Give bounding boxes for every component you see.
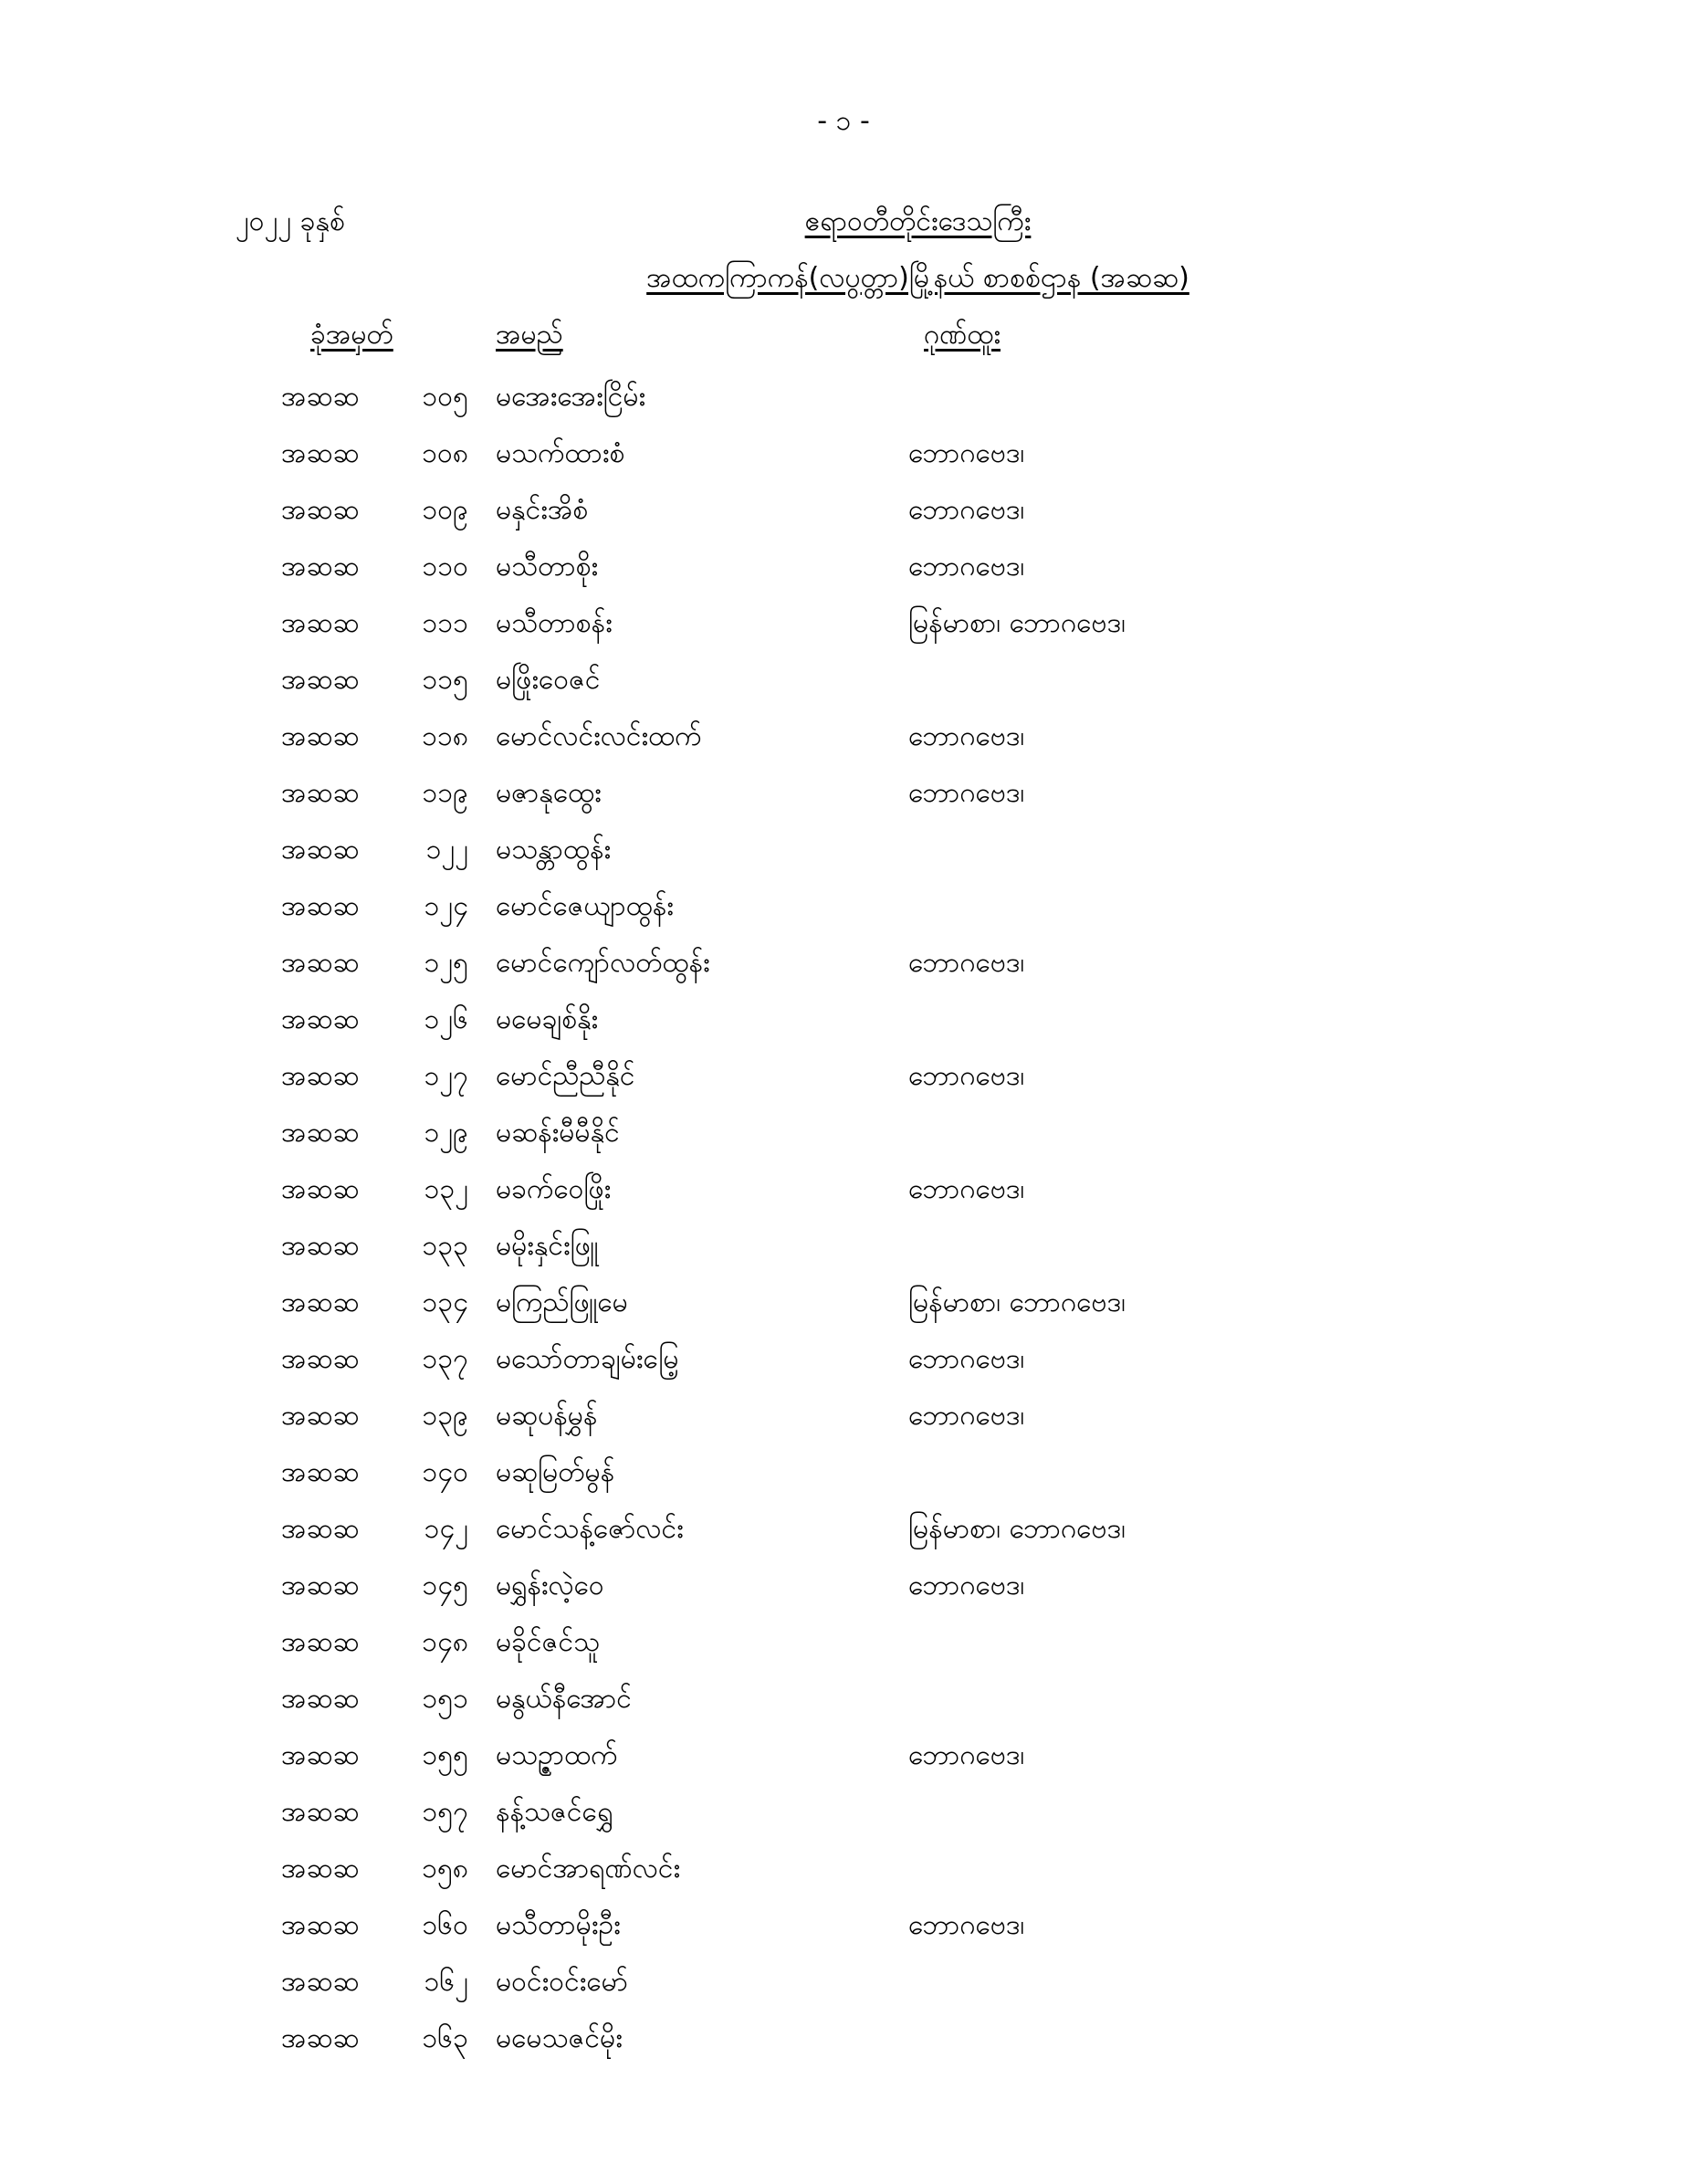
roll-number: ၁၃၉ <box>422 1400 468 1432</box>
list-item <box>0 650 1687 707</box>
list-item <box>0 1499 1687 1556</box>
student-name: မသီတာမိုးဦး <box>496 1909 621 1941</box>
list-item <box>0 1046 1687 1103</box>
student-name: မမေသဇင်မိုး <box>496 2022 623 2054</box>
student-name: မဖြိုးဝေဇင် <box>496 664 601 696</box>
roll-number: ၁၁၈ <box>422 720 468 752</box>
list-item <box>0 1103 1687 1160</box>
roll-number: ၁၄၀ <box>422 1456 468 1488</box>
roll-number: ၁၆၂ <box>424 1966 468 1998</box>
roll-number: ၁၁၉ <box>422 777 468 809</box>
roll-number: ၁၅၇ <box>422 1796 468 1828</box>
list-item <box>0 1160 1687 1216</box>
header-name: အမည် <box>496 319 563 351</box>
student-name: မခက်ဝေဖြိုး <box>496 1173 612 1205</box>
roll-number: ၁၃၇ <box>422 1343 468 1375</box>
list-item <box>0 1216 1687 1273</box>
roll-number: ၁၂၅ <box>424 947 468 979</box>
student-name: မသော်တာချမ်းမြေ့ <box>496 1343 679 1375</box>
roll-prefix: အဆဆ <box>281 1060 360 1092</box>
distinction: မြန်မာစာ၊ ဘောဂဗေဒ၊ <box>908 1513 1126 1545</box>
distinction: ဘောဂဗေဒ၊ <box>908 437 1025 469</box>
student-name: မသီတာစိုး <box>496 551 599 583</box>
student-name: မရွှန်းလဲ့ဝေ <box>496 1570 604 1601</box>
results-list <box>0 367 1687 2065</box>
student-name: မဆန်းမီမီနိုင် <box>496 1117 620 1149</box>
student-name: မောင်ကျော်လတ်ထွန်း <box>496 947 710 979</box>
student-name: မနှင်းအိစံ <box>496 494 589 526</box>
list-item <box>0 424 1687 480</box>
roll-number: ၁၂၄ <box>424 890 468 922</box>
student-name: မဝင်းဝင်းမော် <box>496 1966 629 1998</box>
distinction: ဘောဂဗေဒ၊ <box>908 1570 1025 1601</box>
roll-prefix: အဆဆ <box>281 777 360 809</box>
student-name: မသီတာစန်း <box>496 607 613 639</box>
student-name: မောင်လင်းလင်းထက် <box>496 720 702 752</box>
roll-number: ၁၅၁ <box>422 1683 468 1715</box>
roll-prefix: အဆဆ <box>281 1513 360 1545</box>
distinction: ဘောဂဗေဒ၊ <box>908 551 1025 583</box>
roll-prefix: အဆဆ <box>281 1456 360 1488</box>
roll-number: ၁၀၉ <box>422 494 468 526</box>
list-item <box>0 1839 1687 1895</box>
roll-number: ၁၃၄ <box>422 1286 468 1318</box>
roll-number: ၁၁၁ <box>422 607 468 639</box>
student-name: မခိုင်ဇင်သူ <box>496 1626 601 1658</box>
roll-number: ၁၆၃ <box>422 2022 468 2054</box>
roll-prefix: အဆဆ <box>281 1796 360 1828</box>
roll-prefix: အဆဆ <box>281 1909 360 1941</box>
list-item <box>0 1443 1687 1499</box>
roll-prefix: အဆဆ <box>281 1570 360 1601</box>
distinction: ဘောဂဗေဒ၊ <box>908 494 1025 526</box>
roll-prefix: အဆဆ <box>281 834 360 866</box>
student-name: မမေချစ်နိုး <box>496 1003 599 1035</box>
student-name: မဆုပန်မွှန် <box>496 1400 598 1432</box>
roll-prefix: အဆဆ <box>281 890 360 922</box>
list-item <box>0 763 1687 820</box>
student-name: မဆုမြတ်မွန် <box>496 1456 615 1488</box>
list-item <box>0 1952 1687 2009</box>
distinction: ဘောဂဗေဒ၊ <box>908 1343 1025 1375</box>
roll-number: ၁၂၉ <box>424 1117 468 1149</box>
roll-number: ၁၀၅ <box>422 381 468 413</box>
list-item <box>0 707 1687 763</box>
list-item <box>0 2009 1687 2065</box>
list-item <box>0 593 1687 650</box>
student-name: မသန္တာထွန်း <box>496 834 612 866</box>
list-item <box>0 820 1687 877</box>
roll-number: ၁၂၂ <box>425 834 468 866</box>
roll-prefix: အဆဆ <box>281 494 360 526</box>
list-item <box>0 990 1687 1046</box>
distinction: ဘောဂဗေဒ၊ <box>908 1060 1025 1092</box>
student-name: နန့်သဇင်ရွှေ <box>496 1796 613 1828</box>
student-name: မအေးအေးငြိမ်း <box>496 381 646 413</box>
roll-prefix: အဆဆ <box>281 1739 360 1771</box>
student-name: မသဉ္ဇာထက် <box>496 1739 618 1771</box>
roll-number: ၁၁၀ <box>422 551 468 583</box>
student-name: မောင်ဇေယျာထွန်း <box>496 890 674 922</box>
roll-prefix: အဆဆ <box>281 720 360 752</box>
header-distinction: ဂုဏ်ထူး <box>924 319 1001 351</box>
region-title: ဧရာဝတီတိုင်းဒေသကြီး <box>804 205 1032 237</box>
distinction: ဘောဂဗေဒ၊ <box>908 1739 1025 1771</box>
list-item <box>0 933 1687 990</box>
roll-number: ၁၆၀ <box>422 1909 468 1941</box>
roll-prefix: အဆဆ <box>281 381 360 413</box>
roll-prefix: အဆဆ <box>281 607 360 639</box>
roll-prefix: အဆဆ <box>281 1853 360 1885</box>
roll-prefix: အဆဆ <box>281 2022 360 2054</box>
roll-prefix: အဆဆ <box>281 1230 360 1262</box>
roll-number: ၁၁၅ <box>422 664 468 696</box>
list-item <box>0 480 1687 537</box>
list-item <box>0 1386 1687 1443</box>
list-item <box>0 1273 1687 1329</box>
student-name: မနွယ်နီအောင် <box>496 1683 632 1715</box>
distinction: ဘောဂဗေဒ၊ <box>908 1173 1025 1205</box>
distinction: ဘောဂဗေဒ၊ <box>908 777 1025 809</box>
list-item <box>0 1782 1687 1839</box>
roll-prefix: အဆဆ <box>281 1400 360 1432</box>
student-name: မောင်အာရဏ်လင်း <box>496 1853 681 1885</box>
header-roll-number: ခုံအမှတ် <box>310 319 393 351</box>
roll-number: ၁၅၅ <box>422 1739 468 1771</box>
student-name: မမိုးနှင်းဖြူ <box>496 1230 599 1262</box>
roll-prefix: အဆဆ <box>281 947 360 979</box>
student-name: မသက်ထားစံ <box>496 437 625 469</box>
list-item <box>0 1329 1687 1386</box>
roll-prefix: အဆဆ <box>281 437 360 469</box>
student-name: မကြည်ဖြူမေ <box>496 1286 628 1318</box>
list-item <box>0 367 1687 424</box>
list-item <box>0 877 1687 933</box>
student-name: မောင်ညီညီနိုင် <box>496 1060 635 1092</box>
list-item <box>0 537 1687 593</box>
distinction: ဘောဂဗေဒ၊ <box>908 1400 1025 1432</box>
roll-prefix: အဆဆ <box>281 1003 360 1035</box>
list-item <box>0 1726 1687 1782</box>
page-number: - ၁ - <box>817 105 870 137</box>
roll-number: ၁၂၇ <box>424 1060 468 1092</box>
roll-number: ၁၄၂ <box>424 1513 468 1545</box>
list-item <box>0 1612 1687 1669</box>
exam-center-title: အထကကြာကန်(လပွတ္တာ)မြို့နယ် စာစစ်ဌာန (အဆဆ) <box>646 262 1189 294</box>
exam-year: ၂၀၂၂ ခုနှစ် <box>236 205 345 237</box>
roll-prefix: အဆဆ <box>281 1173 360 1205</box>
roll-prefix: အဆဆ <box>281 1343 360 1375</box>
roll-prefix: အဆဆ <box>281 1626 360 1658</box>
student-name: မဇာနုထွေး <box>496 777 602 809</box>
roll-prefix: အဆဆ <box>281 1966 360 1998</box>
roll-number: ၁၂၆ <box>424 1003 468 1035</box>
roll-number: ၁၀၈ <box>422 437 468 469</box>
student-name: မောင်သန့်ဇော်လင်း <box>496 1513 684 1545</box>
roll-number: ၁၄၅ <box>422 1570 468 1601</box>
roll-number: ၁၃၃ <box>422 1230 468 1262</box>
roll-prefix: အဆဆ <box>281 664 360 696</box>
roll-number: ၁၅၈ <box>422 1853 468 1885</box>
list-item <box>0 1669 1687 1726</box>
roll-prefix: အဆဆ <box>281 1683 360 1715</box>
distinction: မြန်မာစာ၊ ဘောဂဗေဒ၊ <box>908 607 1126 639</box>
roll-number: ၁၃၂ <box>424 1173 468 1205</box>
distinction: ဘောဂဗေဒ၊ <box>908 1909 1025 1941</box>
distinction: မြန်မာစာ၊ ဘောဂဗေဒ၊ <box>908 1286 1126 1318</box>
roll-number: ၁၄၈ <box>422 1626 468 1658</box>
roll-prefix: အဆဆ <box>281 1286 360 1318</box>
roll-prefix: အဆဆ <box>281 1117 360 1149</box>
roll-prefix: အဆဆ <box>281 551 360 583</box>
distinction: ဘောဂဗေဒ၊ <box>908 947 1025 979</box>
list-item <box>0 1556 1687 1612</box>
list-item <box>0 1895 1687 1952</box>
distinction: ဘောဂဗေဒ၊ <box>908 720 1025 752</box>
